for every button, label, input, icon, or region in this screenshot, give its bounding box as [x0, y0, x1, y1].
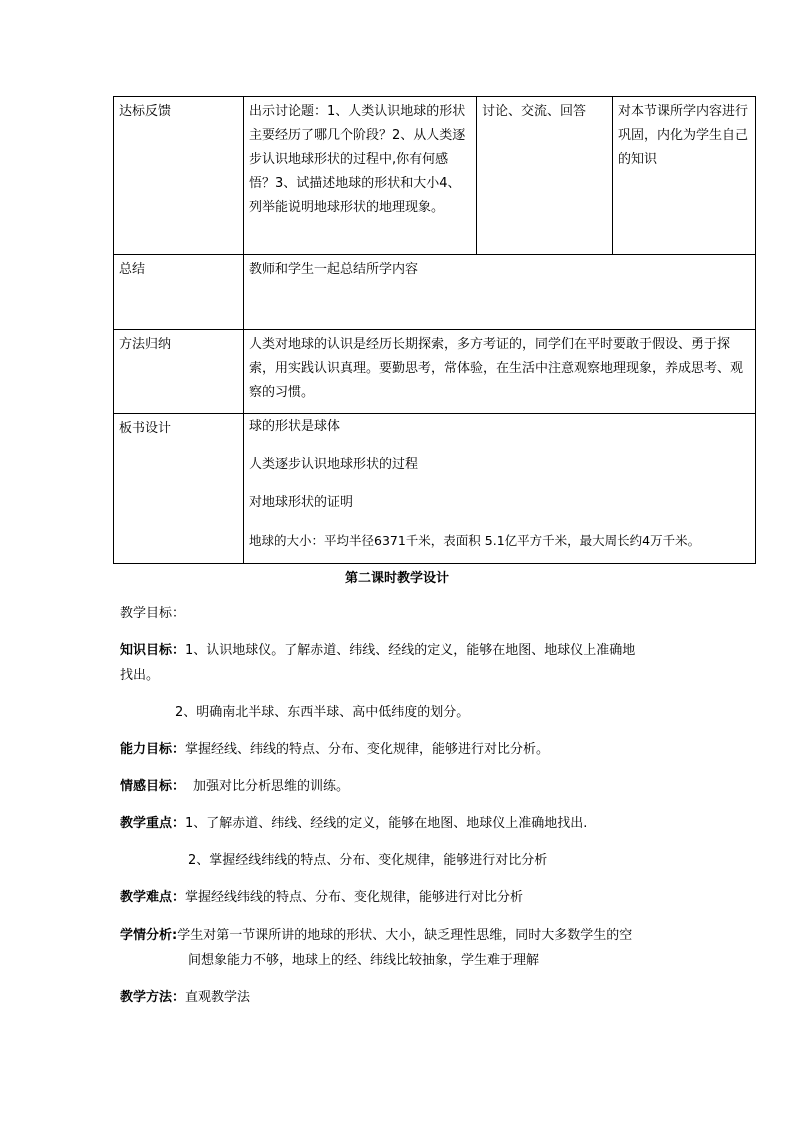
- ability-objective: [120, 740, 549, 760]
- difficulty: [120, 888, 523, 908]
- row-label-feedback: 达标反馈: [119, 104, 172, 119]
- emotion-objective: [120, 777, 349, 797]
- board-line: 人类逐步认识地球形状的过程: [249, 457, 419, 472]
- emotion-text: 加强对比分析思维的训练。: [193, 779, 350, 794]
- feedback-teacher-activity: 出示讨论题：1、人类认识地球的形状主要经历了哪几个阶段？2、从人类逐步认识地球形状的过程中,你有何感悟？3、试描述地球的形状和大小4、列举能说明地球形状的地理现象。: [249, 104, 466, 215]
- row-label-method-summary: 方法归纳: [119, 337, 172, 352]
- knowledge-label: 知识目标：: [120, 643, 186, 658]
- ability-label: 能力目标：: [120, 742, 186, 757]
- row-label-summary: 总结: [119, 262, 146, 277]
- knowledge-objective: [120, 641, 635, 661]
- method-label: 教学方法：: [120, 990, 186, 1005]
- analysis-text-cont: 间想象能力不够，地球上的经、纬线比较抽象，学生难于理解: [188, 953, 540, 968]
- board-line: 地球的大小：平均半径6371千米，表面积 5.1亿平方千米，最大周长约4万千米。: [249, 533, 701, 548]
- keypoint-text-2: 2、掌握经线纬线的特点、分布、变化规律，能够进行对比分析: [188, 853, 548, 868]
- key-point: [120, 814, 587, 834]
- summary-content: 教师和学生一起总结所学内容: [249, 262, 419, 277]
- row-label-board-design: 板书设计: [119, 421, 172, 436]
- feedback-student-activity: 讨论、交流、回答: [482, 104, 587, 119]
- keypoint-label: 教学重点：: [120, 816, 186, 831]
- difficulty-label: 教学难点：: [120, 890, 186, 905]
- difficulty-text: 掌握经线纬线的特点、分布、变化规律，能够进行对比分析: [185, 890, 524, 905]
- objectives-heading: 教学目标：: [120, 606, 186, 621]
- analysis-label: 学情分析:: [120, 928, 178, 943]
- learner-analysis: [120, 926, 632, 946]
- keypoint-text: 1、了解赤道、纬线、经线的定义，能够在地图、地球仪上准确地找出.: [185, 816, 588, 831]
- ability-text: 掌握经线、纬线的特点、分布、变化规律，能够进行对比分析。: [185, 742, 550, 757]
- method-text: 直观教学法: [185, 990, 251, 1005]
- teaching-method: [120, 988, 250, 1008]
- lesson-table: [113, 96, 756, 564]
- board-line: 对地球形状的证明: [249, 495, 354, 510]
- feedback-intent: 对本节课所学内容进行巩固，内化为学生自己的知识: [618, 104, 749, 167]
- method-summary-content: 人类对地球的认识是经历长期探索，多方考证的，同学们在平时要敢于假设、勇于探索，用实践认识真理。要勤思考，常体验，在生活中注意观察地理现象，养成思考、观察的习惯。: [249, 337, 744, 400]
- knowledge-text-cont: 找出。: [120, 668, 160, 683]
- board-line: 球的形状是球体: [249, 419, 341, 434]
- section-title: 第二课时教学设计: [344, 571, 449, 586]
- analysis-text: 学生对第一节课所讲的地球的形状、大小，缺乏理性思维，同时大多数学生的空: [177, 928, 633, 943]
- knowledge-text-2: 2、明确南北半球、东西半球、高中低纬度的划分。: [175, 705, 470, 720]
- knowledge-text: 1、认识地球仪。了解赤道、纬线、经线的定义，能够在地图、地球仪上准确地: [185, 643, 636, 658]
- emotion-label: 情感目标：: [120, 779, 186, 794]
